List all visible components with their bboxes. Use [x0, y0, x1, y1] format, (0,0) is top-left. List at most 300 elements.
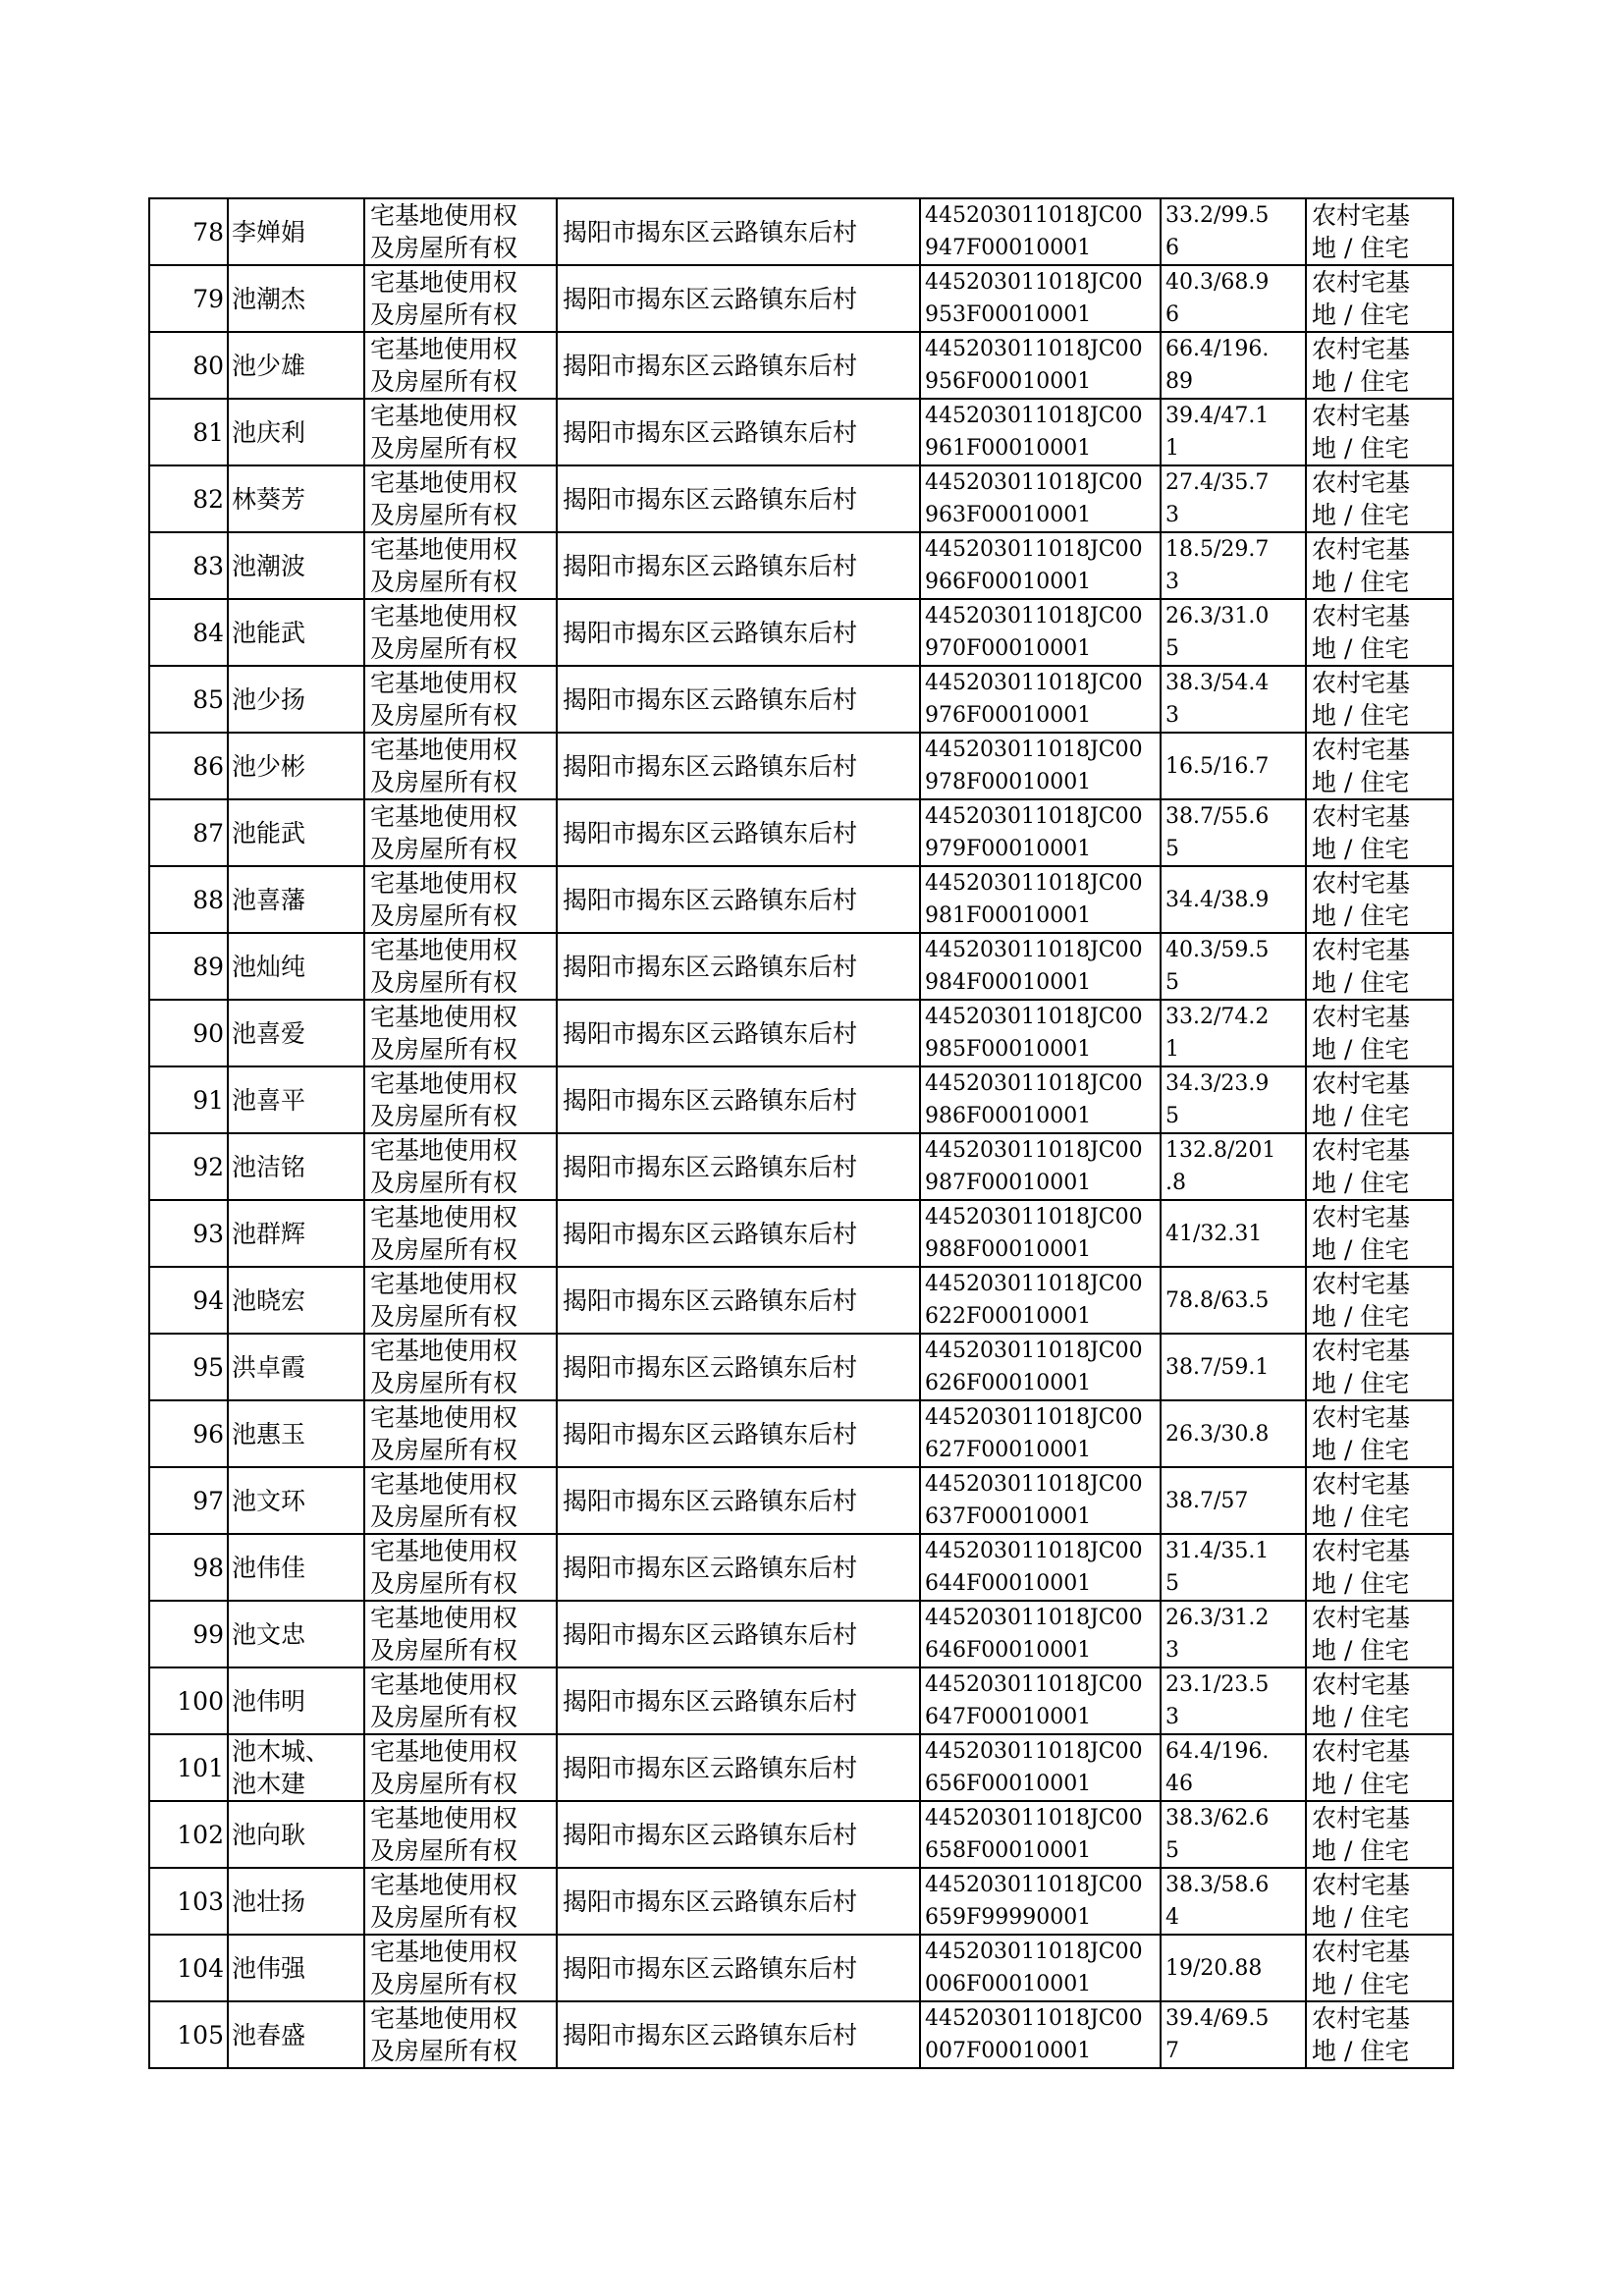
area-value-cell: [1161, 599, 1306, 666]
land-use-cell: [1306, 866, 1453, 933]
property-address: 揭阳市揭东区云路镇东后村: [563, 1152, 858, 1181]
owner-name: 林葵芳: [232, 484, 306, 514]
land-use-line: 地 / 住宅: [1312, 1436, 1410, 1464]
area-value-line: 38.3/62.6: [1165, 1806, 1270, 1831]
area-value-cell: [1161, 532, 1306, 599]
right-type-line: 宅基地使用权: [370, 1003, 518, 1031]
row-number: 93: [192, 1219, 224, 1248]
table-row: [149, 198, 1453, 265]
right-type-line: 及房屋所有权: [370, 1169, 518, 1197]
row-number: 80: [192, 351, 224, 380]
area-value-cell: [1161, 1734, 1306, 1801]
table-row: [149, 1467, 1453, 1534]
area-value-line: 40.3/68.9: [1165, 270, 1270, 295]
table-row: [149, 1267, 1453, 1334]
area-value-line: 23.1/23.5: [1165, 1672, 1270, 1697]
land-use-cell: [1306, 532, 1453, 599]
right-type-line: 及房屋所有权: [370, 301, 518, 329]
right-type-cell: [364, 532, 557, 599]
area-value-line: 26.3/31.2: [1165, 1606, 1270, 1630]
right-type-line: 及房屋所有权: [370, 902, 518, 930]
unit-code-line: 988F00010001: [925, 1237, 1092, 1262]
unit-code-line: 445203011018JC00: [925, 1138, 1143, 1163]
right-type-line: 及房屋所有权: [370, 1436, 518, 1464]
owner-name: 池喜爱: [232, 1018, 306, 1048]
land-use-cell: [1306, 198, 1453, 265]
owner-name-cell: [228, 1467, 364, 1534]
unit-code-line: 985F00010001: [925, 1037, 1092, 1062]
area-value-line: 64.4/196.: [1165, 1739, 1270, 1764]
area-value-line: 1: [1165, 1037, 1179, 1062]
land-use-line: 农村宅基: [1312, 1670, 1411, 1699]
unit-code-line: 445203011018JC00: [925, 1940, 1143, 1964]
area-value-cell: [1161, 799, 1306, 866]
land-use-line: 农村宅基: [1312, 936, 1411, 964]
area-value-cell: [1161, 399, 1306, 465]
unit-code-line: 445203011018JC00: [925, 1472, 1143, 1497]
table-row: [149, 1601, 1453, 1667]
unit-code-line: 947F00010001: [925, 236, 1092, 260]
row-number-cell: [149, 1200, 228, 1267]
row-number: 103: [177, 1886, 224, 1916]
owner-name: 池少扬: [232, 684, 306, 714]
property-address: 揭阳市揭东区云路镇东后村: [563, 885, 858, 914]
property-address-cell: [557, 1467, 920, 1534]
row-number-cell: [149, 1534, 228, 1601]
land-use-cell: [1306, 1334, 1453, 1400]
right-type-cell: [364, 2001, 557, 2068]
unit-code-cell: [920, 465, 1161, 532]
unit-code-line: 956F00010001: [925, 369, 1092, 394]
property-address-cell: [557, 1801, 920, 1868]
property-address-cell: [557, 733, 920, 799]
owner-name: 池潮杰: [232, 284, 306, 313]
area-value-cell: [1161, 1534, 1306, 1601]
owner-name: 池灿纯: [232, 952, 306, 981]
table-row: [149, 799, 1453, 866]
area-value-cell: [1161, 866, 1306, 933]
unit-code-line: 627F00010001: [925, 1438, 1092, 1462]
owner-name-cell: [228, 465, 364, 532]
land-use-line: 地 / 住宅: [1312, 968, 1410, 997]
right-type-line: 及房屋所有权: [370, 367, 518, 396]
right-type-line: 宅基地使用权: [370, 335, 518, 363]
unit-code-line: 445203011018JC00: [925, 537, 1143, 562]
right-type-line: 宅基地使用权: [370, 1069, 518, 1098]
row-number: 105: [177, 2020, 224, 2049]
unit-code-line: 976F00010001: [925, 703, 1092, 728]
row-number-cell: [149, 1400, 228, 1467]
property-address: 揭阳市揭东区云路镇东后村: [563, 1619, 858, 1649]
area-value-line: 39.4/69.5: [1165, 2006, 1270, 2031]
right-type-cell: [364, 1066, 557, 1133]
right-type-line: 及房屋所有权: [370, 1369, 518, 1397]
land-use-line: 农村宅基: [1312, 1537, 1411, 1565]
area-value-cell: [1161, 1000, 1306, 1066]
property-address: 揭阳市揭东区云路镇东后村: [563, 2020, 858, 2049]
row-number-cell: [149, 866, 228, 933]
right-type-line: 宅基地使用权: [370, 936, 518, 964]
area-value-line: 5: [1165, 970, 1179, 995]
land-use-cell: [1306, 1133, 1453, 1200]
unit-code-line: 445203011018JC00: [925, 804, 1143, 829]
area-value-line: 1: [1165, 436, 1179, 461]
property-address-cell: [557, 399, 920, 465]
unit-code-line: 644F00010001: [925, 1571, 1092, 1596]
area-value-line: 3: [1165, 1705, 1179, 1729]
property-address-cell: [557, 465, 920, 532]
area-value-line: 3: [1165, 703, 1179, 728]
land-use-cell: [1306, 733, 1453, 799]
property-address-cell: [557, 1935, 920, 2001]
land-use-cell: [1306, 1667, 1453, 1734]
right-type-line: 及房屋所有权: [370, 2037, 518, 2065]
row-number-cell: [149, 599, 228, 666]
area-value-line: .8: [1165, 1171, 1186, 1195]
unit-code-cell: [920, 1400, 1161, 1467]
owner-name-cell: [228, 198, 364, 265]
row-number-cell: [149, 666, 228, 733]
right-type-line: 宅基地使用权: [370, 201, 518, 230]
row-number: 81: [192, 417, 224, 447]
land-use-line: 地 / 住宅: [1312, 234, 1410, 262]
right-type-line: 及房屋所有权: [370, 1302, 518, 1331]
right-type-cell: [364, 599, 557, 666]
owner-name: 池洁铭: [232, 1152, 306, 1181]
row-number-cell: [149, 1334, 228, 1400]
land-use-line: 农村宅基: [1312, 1938, 1411, 1966]
unit-code-line: 656F00010001: [925, 1772, 1092, 1796]
right-type-cell: [364, 465, 557, 532]
land-use-line: 地 / 住宅: [1312, 1636, 1410, 1665]
area-value-line: 31.4/35.1: [1165, 1539, 1270, 1563]
land-use-line: 地 / 住宅: [1312, 1235, 1410, 1264]
owner-name: 池晓宏: [232, 1285, 306, 1315]
area-value-cell: [1161, 1868, 1306, 1935]
row-number: 97: [192, 1486, 224, 1515]
row-number: 88: [192, 885, 224, 914]
right-type-line: 宅基地使用权: [370, 1871, 518, 1899]
area-value-line: 34.4/38.9: [1165, 887, 1270, 912]
row-number-cell: [149, 1935, 228, 2001]
row-number-cell: [149, 799, 228, 866]
owner-name: 池文忠: [232, 1619, 306, 1649]
right-type-cell: [364, 1667, 557, 1734]
right-type-line: 宅基地使用权: [370, 1403, 518, 1432]
land-use-line: 农村宅基: [1312, 1470, 1411, 1499]
right-type-line: 及房屋所有权: [370, 1836, 518, 1865]
property-address-cell: [557, 799, 920, 866]
land-use-cell: [1306, 1000, 1453, 1066]
unit-code-cell: [920, 1667, 1161, 1734]
right-type-cell: [364, 1334, 557, 1400]
unit-code-line: 953F00010001: [925, 302, 1092, 327]
unit-code-line: 647F00010001: [925, 1705, 1092, 1729]
owner-name-cell: [228, 866, 364, 933]
property-address-cell: [557, 532, 920, 599]
row-number: 82: [192, 484, 224, 514]
table-row: [149, 1868, 1453, 1935]
area-value-line: 78.8/63.5: [1165, 1287, 1270, 1313]
land-use-line: 地 / 住宅: [1312, 568, 1410, 596]
owner-name-cell: [228, 332, 364, 399]
area-value-cell: [1161, 1935, 1306, 2001]
right-type-cell: [364, 1133, 557, 1200]
owner-name: 池少彬: [232, 751, 306, 781]
property-address-cell: [557, 866, 920, 933]
property-address: 揭阳市揭东区云路镇东后村: [563, 551, 858, 580]
row-number: 92: [192, 1152, 224, 1181]
area-value-line: 27.4/35.7: [1165, 470, 1270, 495]
land-use-cell: [1306, 599, 1453, 666]
unit-code-line: 445203011018JC00: [925, 671, 1143, 695]
unit-code-cell: [920, 1467, 1161, 1534]
right-type-cell: [364, 933, 557, 1000]
table-row: [149, 599, 1453, 666]
property-address: 揭阳市揭东区云路镇东后村: [563, 1953, 858, 1983]
unit-code-line: 963F00010001: [925, 503, 1092, 527]
unit-code-line: 978F00010001: [925, 770, 1092, 794]
land-use-cell: [1306, 2001, 1453, 2068]
area-value-line: 66.4/196.: [1165, 337, 1270, 361]
owner-name-cell: [228, 1601, 364, 1667]
area-value-cell: [1161, 1801, 1306, 1868]
right-type-cell: [364, 1801, 557, 1868]
row-number-cell: [149, 1667, 228, 1734]
row-number-cell: [149, 465, 228, 532]
unit-code-line: 626F00010001: [925, 1371, 1092, 1395]
table-row: [149, 1133, 1453, 1200]
right-type-line: 及房屋所有权: [370, 1503, 518, 1531]
land-use-line: 地 / 住宅: [1312, 768, 1410, 796]
land-use-line: 地 / 住宅: [1312, 1169, 1410, 1197]
right-type-cell: [364, 399, 557, 465]
area-value-line: 40.3/59.5: [1165, 938, 1270, 962]
land-use-cell: [1306, 799, 1453, 866]
right-type-line: 及房屋所有权: [370, 1903, 518, 1932]
land-use-cell: [1306, 265, 1453, 332]
unit-code-cell: [920, 1000, 1161, 1066]
right-type-cell: [364, 1868, 557, 1935]
table-row: [149, 666, 1453, 733]
row-number-cell: [149, 1066, 228, 1133]
unit-code-line: 445203011018JC00: [925, 938, 1143, 962]
owner-name-cell: [228, 1334, 364, 1400]
row-number: 102: [177, 1820, 224, 1849]
right-type-line: 宅基地使用权: [370, 1537, 518, 1565]
land-use-cell: [1306, 1467, 1453, 1534]
property-address-cell: [557, 1200, 920, 1267]
land-use-line: 农村宅基: [1312, 1136, 1411, 1165]
right-type-cell: [364, 1935, 557, 2001]
right-type-cell: [364, 1534, 557, 1601]
land-use-line: 地 / 住宅: [1312, 434, 1410, 463]
table-row: [149, 1534, 1453, 1601]
row-number-cell: [149, 1000, 228, 1066]
area-value-line: 132.8/201: [1165, 1138, 1276, 1163]
row-number: 86: [192, 751, 224, 781]
unit-code-line: 445203011018JC00: [925, 1606, 1143, 1630]
area-value-line: 38.7/57: [1165, 1488, 1249, 1513]
property-address: 揭阳市揭东区云路镇东后村: [563, 1285, 858, 1315]
right-type-line: 及房屋所有权: [370, 1970, 518, 1998]
owner-name-cell: [228, 1066, 364, 1133]
area-value-line: 5: [1165, 837, 1179, 861]
owner-name: 池惠玉: [232, 1419, 306, 1448]
property-address-cell: [557, 1334, 920, 1400]
row-number: 84: [192, 618, 224, 647]
owner-name: 池喜藩: [232, 885, 306, 914]
table-row: [149, 866, 1453, 933]
row-number-cell: [149, 933, 228, 1000]
row-number: 101: [177, 1753, 224, 1782]
property-address-cell: [557, 1133, 920, 1200]
area-value-line: 34.3/23.9: [1165, 1071, 1270, 1096]
land-use-line: 农村宅基: [1312, 869, 1411, 898]
land-use-line: 地 / 住宅: [1312, 835, 1410, 863]
unit-code-line: 445203011018JC00: [925, 738, 1143, 762]
land-use-line: 农村宅基: [1312, 1270, 1411, 1298]
row-number: 100: [177, 1686, 224, 1716]
property-address: 揭阳市揭东区云路镇东后村: [563, 217, 858, 246]
right-type-line: 宅基地使用权: [370, 1136, 518, 1165]
unit-code-cell: [920, 1935, 1161, 2001]
right-type-cell: [364, 1467, 557, 1534]
owner-name: 池潮波: [232, 551, 306, 580]
row-number: 87: [192, 818, 224, 847]
land-use-cell: [1306, 1935, 1453, 2001]
owner-name: 池能武: [232, 818, 306, 847]
property-address: 揭阳市揭东区云路镇东后村: [563, 1820, 858, 1849]
land-use-cell: [1306, 1534, 1453, 1601]
unit-code-line: 961F00010001: [925, 436, 1092, 461]
unit-code-cell: [920, 799, 1161, 866]
unit-code-cell: [920, 399, 1161, 465]
land-use-cell: [1306, 666, 1453, 733]
area-value-line: 26.3/30.8: [1165, 1421, 1270, 1447]
area-value-cell: [1161, 1066, 1306, 1133]
area-value-line: 26.3/31.0: [1165, 604, 1270, 628]
unit-code-cell: [920, 265, 1161, 332]
owner-name: 池庆利: [232, 417, 306, 447]
area-value-line: 3: [1165, 570, 1179, 594]
unit-code-cell: [920, 332, 1161, 399]
unit-code-line: 658F00010001: [925, 1838, 1092, 1863]
right-type-line: 及房屋所有权: [370, 968, 518, 997]
owner-name-cell: [228, 799, 364, 866]
owner-name-cell: [228, 1267, 364, 1334]
unit-code-cell: [920, 1734, 1161, 1801]
area-value-line: 7: [1165, 2039, 1179, 2063]
land-use-line: 农村宅基: [1312, 1737, 1411, 1766]
area-value-cell: [1161, 666, 1306, 733]
row-number: 104: [177, 1953, 224, 1983]
area-value-line: 5: [1165, 636, 1179, 661]
area-value-line: 41/32.31: [1165, 1221, 1263, 1246]
area-value-cell: [1161, 1601, 1306, 1667]
property-address-cell: [557, 1734, 920, 1801]
land-use-line: 农村宅基: [1312, 602, 1411, 630]
property-address-cell: [557, 1601, 920, 1667]
land-use-line: 农村宅基: [1312, 402, 1411, 430]
unit-code-cell: [920, 198, 1161, 265]
row-number-cell: [149, 1801, 228, 1868]
land-use-line: 农村宅基: [1312, 1604, 1411, 1632]
area-value-line: 19/20.88: [1165, 1955, 1263, 1981]
area-value-cell: [1161, 933, 1306, 1000]
row-number-cell: [149, 1133, 228, 1200]
land-use-line: 地 / 住宅: [1312, 501, 1410, 529]
property-address-cell: [557, 1667, 920, 1734]
row-number-cell: [149, 2001, 228, 2068]
row-number: 94: [192, 1285, 224, 1315]
area-value-cell: [1161, 198, 1306, 265]
row-number-cell: [149, 265, 228, 332]
row-number: 99: [192, 1619, 224, 1649]
unit-code-line: 445203011018JC00: [925, 1339, 1143, 1363]
unit-code-line: 984F00010001: [925, 970, 1092, 995]
right-type-line: 及房屋所有权: [370, 568, 518, 596]
area-value-cell: [1161, 465, 1306, 532]
right-type-cell: [364, 265, 557, 332]
row-number-cell: [149, 332, 228, 399]
unit-code-line: 986F00010001: [925, 1104, 1092, 1128]
property-address-cell: [557, 1868, 920, 1935]
unit-code-line: 979F00010001: [925, 837, 1092, 861]
right-type-line: 宅基地使用权: [370, 669, 518, 697]
area-value-line: 16.5/16.7: [1165, 753, 1270, 779]
area-value-line: 39.4/47.1: [1165, 404, 1270, 428]
land-use-line: 农村宅基: [1312, 1003, 1411, 1031]
property-address-cell: [557, 1000, 920, 1066]
table-row: [149, 733, 1453, 799]
property-address-cell: [557, 265, 920, 332]
row-number: 98: [192, 1553, 224, 1582]
area-value-cell: [1161, 1667, 1306, 1734]
area-value-line: 5: [1165, 1571, 1179, 1596]
right-type-line: 宅基地使用权: [370, 802, 518, 831]
right-type-line: 宅基地使用权: [370, 1804, 518, 1832]
land-use-line: 农村宅基: [1312, 2004, 1411, 2033]
unit-code-cell: [920, 1868, 1161, 1935]
row-number-cell: [149, 1734, 228, 1801]
table-row: [149, 465, 1453, 532]
land-use-line: 农村宅基: [1312, 1337, 1411, 1365]
owner-name: 池向耿: [232, 1820, 306, 1849]
land-use-line: 农村宅基: [1312, 1069, 1411, 1098]
property-address-cell: [557, 933, 920, 1000]
unit-code-line: 445203011018JC00: [925, 270, 1143, 295]
land-use-line: 地 / 住宅: [1312, 1903, 1410, 1932]
property-address: 揭阳市揭东区云路镇东后村: [563, 1352, 858, 1382]
table-row: [149, 1734, 1453, 1801]
property-address-cell: [557, 1267, 920, 1334]
unit-code-line: 445203011018JC00: [925, 1806, 1143, 1831]
register-table-body: [149, 198, 1453, 2068]
unit-code-line: 987F00010001: [925, 1171, 1092, 1195]
row-number-cell: [149, 532, 228, 599]
right-type-cell: [364, 666, 557, 733]
right-type-line: 宅基地使用权: [370, 535, 518, 564]
right-type-line: 宅基地使用权: [370, 1670, 518, 1699]
owner-name-line: 池木城、: [232, 1737, 331, 1766]
right-type-line: 宅基地使用权: [370, 402, 518, 430]
unit-code-line: 445203011018JC00: [925, 1539, 1143, 1563]
area-value-line: 38.7/55.6: [1165, 804, 1270, 829]
table-row: [149, 1667, 1453, 1734]
right-type-line: 宅基地使用权: [370, 1470, 518, 1499]
right-type-cell: [364, 1601, 557, 1667]
